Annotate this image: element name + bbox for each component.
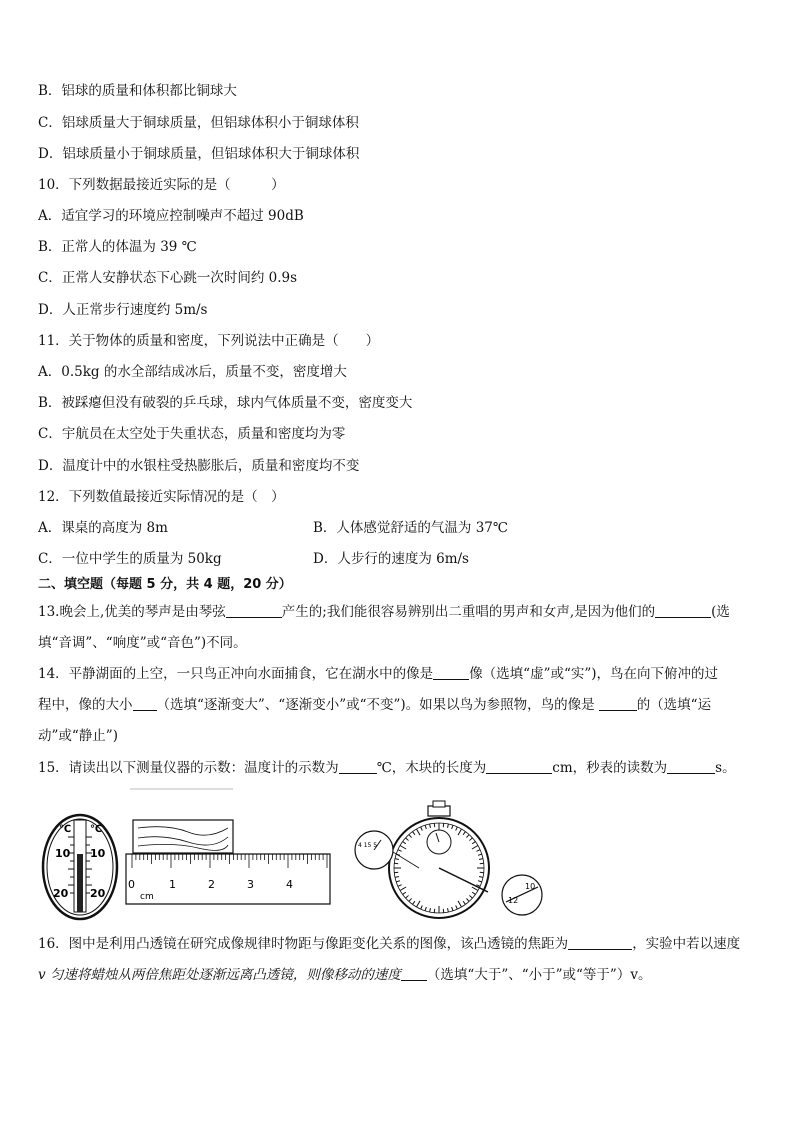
q16-blank-2[interactable]: [401, 966, 427, 981]
q15-text-3: cm，秒表的读数为: [552, 760, 668, 776]
q16-text-2: ，实验中若以速度: [632, 936, 741, 952]
q12-option-c: C．一位中学生的质量为 50kg: [38, 551, 222, 567]
q10-option-d: D．人正常步行速度约 5m/s: [38, 302, 208, 318]
q14-blank-3[interactable]: [599, 696, 637, 711]
q14-text-3: 程中，像的大小: [38, 697, 133, 713]
thermo-label-right-20: 20: [90, 887, 106, 900]
thermo-unit-left: ℃: [59, 824, 72, 835]
ruler-label-3: 3: [247, 878, 254, 891]
q14-text-2: 像（选填“虚”或“实”)，鸟在向下俯冲的过: [469, 666, 719, 682]
q13-text-4: 填“音调”、“响度”或“音色”)不同。: [38, 635, 247, 651]
q9-option-d: D．铝球质量小于铜球质量，但铝球体积大于铜球体积: [38, 146, 360, 162]
thermo-label-right-10: 10: [90, 847, 106, 860]
measurement-figure: [38, 782, 558, 922]
q14-blank-1[interactable]: [433, 665, 469, 680]
q10-stem: 10．下列数据最接近实际的是（ ）: [38, 177, 285, 193]
q16-text-4: （选填“大于”、“小于”或“等于”）v。: [426, 967, 652, 983]
ruler-label-2: 2: [208, 878, 215, 891]
q9-option-c: C．铝球质量大于铜球质量，但铝球体积小于铜球体积: [38, 115, 359, 131]
dial-right-10: 10: [525, 882, 536, 891]
section-title: 二、填空题（每题 5 分，共 4 题，20 分）: [38, 577, 292, 592]
thermo-label-left-20: 20: [53, 887, 69, 900]
q11-stem: 11．关于物体的质量和密度，下列说法中正确是（ ）: [38, 333, 380, 349]
q14-blank-2[interactable]: [133, 696, 157, 711]
q13-text-2: 产生的;我们能很容易辨别出二重唱的男声和女声,是因为他们的: [281, 604, 656, 620]
ruler-unit: cm: [140, 892, 154, 902]
ruler-icon: [126, 820, 330, 904]
q15-text-1: 15．请读出以下测量仪器的示数：温度计的示数为: [38, 760, 339, 776]
q12-option-b: B．人体感觉舒适的气温为 37℃: [313, 520, 508, 536]
q15-blank-1[interactable]: [339, 759, 377, 774]
q12-option-a: A．课桌的高度为 8m: [38, 520, 168, 536]
q16-line1: [38, 935, 740, 953]
q14-line2: [38, 696, 711, 714]
q16-line2: [38, 966, 651, 984]
q16-text-3: v 匀速将蜡烛从两倍焦距处逐渐远离凸透镜，则像移动的速度: [38, 967, 401, 983]
q14-line1: [38, 665, 718, 683]
ruler-label-1: 1: [169, 878, 176, 891]
q14-text-6: 动”或“静止”): [38, 728, 118, 744]
stopwatch-icon: [355, 801, 542, 918]
q10-option-b: B．正常人的体温为 39 ℃: [38, 239, 197, 255]
q15-blank-2[interactable]: [486, 759, 552, 774]
q12-option-d: D．人步行的速度为 6m/s: [313, 551, 469, 567]
ruler-label-4: 4: [286, 878, 293, 891]
q11-option-a: A．0.5kg 的水全部结成冰后，质量不变，密度增大: [38, 364, 347, 380]
q13-blank-2[interactable]: [655, 603, 711, 618]
q15-blank-3[interactable]: [667, 759, 715, 774]
dial-left-numbers: 4 15 5: [358, 842, 378, 849]
thermometer-icon: [43, 815, 117, 919]
q14-text-5: 的（选填“运: [636, 697, 712, 713]
q14-text-1: 14．平静湖面的上空，一只鸟正冲向水面捕食，它在湖水中的像是: [38, 666, 434, 682]
q13-text-1: 13.晚会上,优美的琴声是由琴弦: [38, 604, 226, 620]
q13-text-3: (选: [711, 604, 730, 620]
q13-blank-1[interactable]: [226, 603, 282, 618]
q10-option-c: C．正常人安静状态下心跳一次时间约 0.9s: [38, 270, 298, 286]
thermo-unit-right: ℃: [90, 824, 103, 835]
q15-text-2: ℃，木块的长度为: [376, 760, 487, 776]
q11-option-c: C．宇航员在太空处于失重状态，质量和密度均为零: [38, 426, 346, 442]
q16-blank-1[interactable]: [568, 935, 632, 950]
dial-right-12: 12: [508, 896, 519, 905]
q11-option-d: D．温度计中的水银柱受热膨胀后，质量和密度均不变: [38, 458, 360, 474]
q9-option-b: B．铝球的质量和体积都比铜球大: [38, 83, 237, 99]
q13-line1: [38, 603, 730, 621]
q11-option-b: B．被踩瘪但没有破裂的乒乓球，球内气体质量不变，密度变大: [38, 395, 413, 411]
q12-stem: 12．下列数值最接近实际情况的是（ ）: [38, 489, 285, 505]
q15-line: [38, 759, 736, 777]
thermo-label-left-10: 10: [55, 847, 71, 860]
q10-option-a: A．适宜学习的环境应控制噪声不超过 90dB: [38, 208, 304, 224]
q16-text-1: 16．图中是利用凸透镜在研究成像规律时物距与像距变化关系的图像，该凸透镜的焦距为: [38, 936, 569, 952]
ruler-label-0: 0: [128, 878, 135, 891]
q15-text-4: s。: [715, 760, 736, 776]
q14-text-4: （选填“逐渐变大”、“逐渐变小”或“不变”)。如果以鸟为参照物，鸟的像是: [156, 697, 595, 713]
